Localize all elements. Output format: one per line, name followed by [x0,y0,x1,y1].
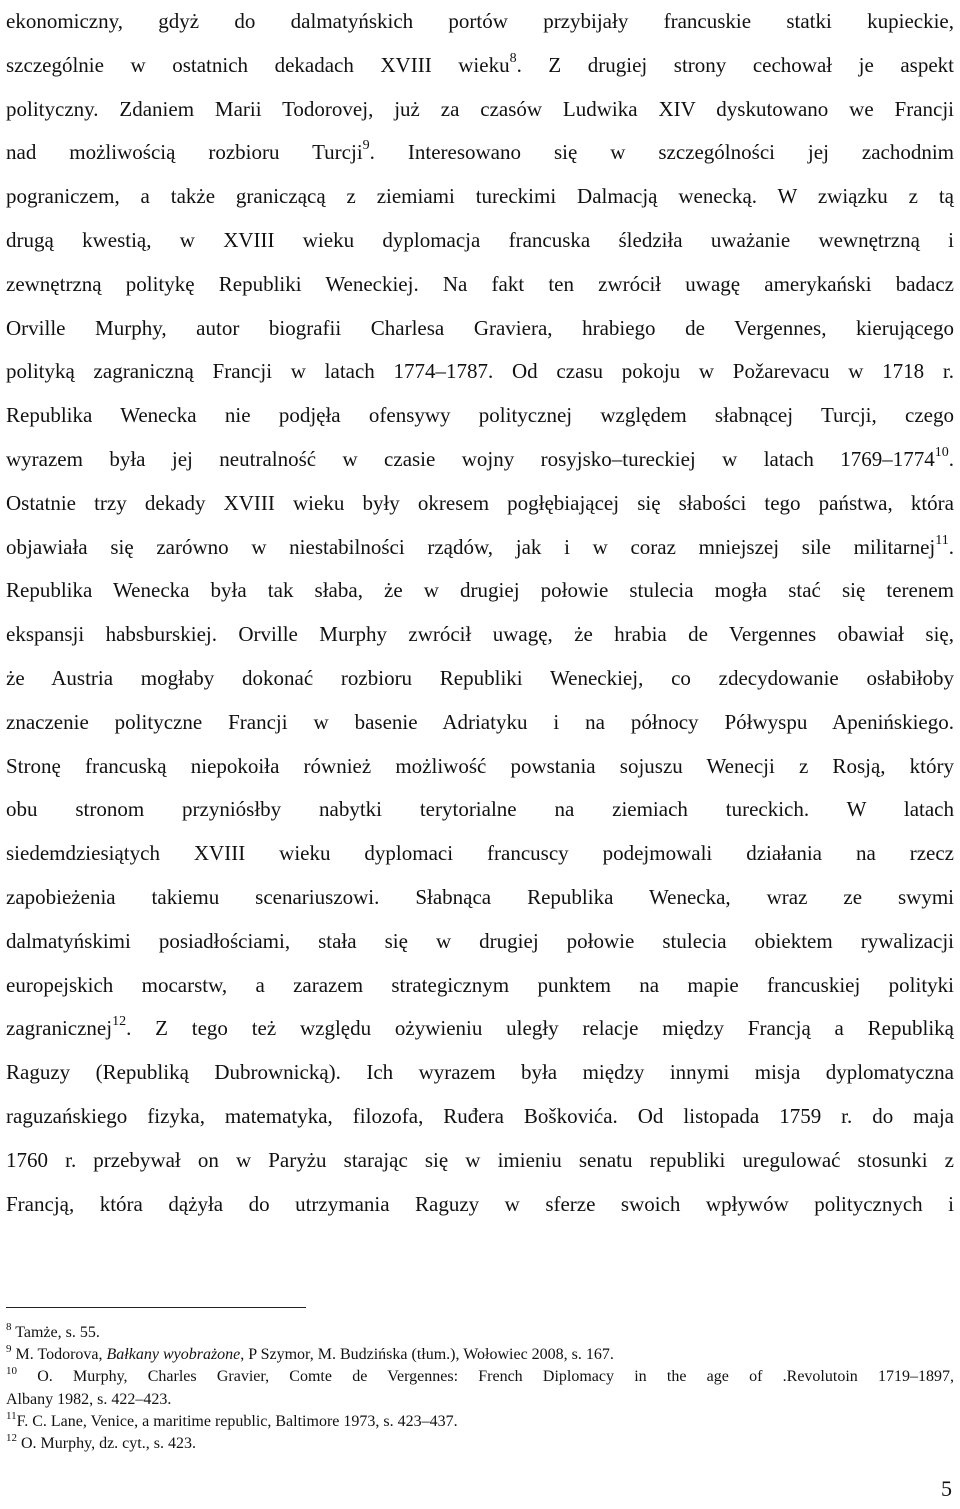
text-line: Orville Murphy, autor biografii Charlesa Graviera, hrabiego de Vergennes, kierującego [6,315,954,340]
footnote-number: 12 [6,1432,17,1445]
text-line: że Austria mogłaby dokonać rozbioru Republiki Weneckiej, co zdecydowanie osłabiłoby [6,665,954,690]
book-title: Bałkany wyobrażone [106,1346,241,1364]
footnote-continuation: Albany 1982, s. 422–423. [6,1390,172,1408]
text-line: Raguzy (Republiką Dubrownicką). Ich wyrazem była między innymi misja dyplomatyczna [6,1060,954,1085]
footnote: $^{11}$F. C. Lane, Venice, a maritime republic, Baltimore 1973, s. 423–437. [6,1409,458,1430]
footnote-separator [6,1307,306,1308]
text-line: polityką zagraniczną Francji w latach 1774–1787. Od czasu pokoju w Požarevacu w 1718 r. [6,359,954,384]
text-line: dalmatyńskimi posiadłościami, stała się w drugiej połowie stulecia obiektem rywalizacji [6,928,954,953]
text-line: siedemdziesiątych XVIII wieku dyplomaci francuscy podejmowali działania na rzecz [6,841,954,866]
text-line: 1760 r. przebywał on w Paryżu starając się w imieniu senatu republiki uregulować stosunki z [6,1147,954,1172]
text-line: objawiała się zarówno w niestabilności rządów, jak i w coraz mniejszej sile militarnej$^{11}$. [6,532,954,559]
text-line: pograniczem, a także graniczącą z ziemiami tureckimi Dalmacją wenecką. W związku z tą [6,184,954,209]
text-line: obu stronom przyniósłby nabytki terytorialne na ziemiach tureckich. W latach [6,797,954,822]
footnote-number: 9 [6,1343,12,1356]
footnote-ref[interactable]: 8 [509,50,517,66]
footnote: $^8$ Tamże, s. 55. [6,1321,100,1341]
text-line: zagranicznej$^{12}$. Z tego też względu ożywieniu uległy relacje między Francją a Republiką [6,1014,954,1041]
text-line: ekonomiczny, gdyż do dalmatyńskich portów przybijały francuskie statki kupieckie, [6,9,954,33]
text-line: raguzańskiego fizyka, matematyka, filozofa, Ruđera Boškovića. Od listopada 1759 r. do maja [6,1103,954,1128]
text-line: wyrazem była jej neutralność w czasie wojny rosyjsko–tureckiej w latach 1769–1774$^{10}$. [6,444,954,471]
text-line: ekspansji habsburskiej. Orville Murphy zwrócił uwagę, że hrabia de Vergennes obawiał się, [6,622,954,647]
footnote-number: 8 [6,1321,12,1333]
text-line: polityczny. Zdaniem Marii Todorovej, już za czasów Ludwika XIV dyskutowano we Francji [6,96,954,121]
page-number: 5 [941,1476,952,1501]
footnote: $^{12}$ O. Murphy, dz. cyt., s. 423. [6,1432,196,1453]
footnote-ref[interactable]: 11 [935,532,949,548]
footnote-ref[interactable]: 9 [362,138,370,154]
footnote-number: 11 [6,1409,17,1422]
text-line: zewnętrzną politykę Republiki Weneckiej. Na fakt ten zwrócił uwagę amerykański badacz [6,271,954,296]
footnote-number: 10 [6,1365,17,1378]
footnote-ref[interactable]: 10 [934,444,949,460]
text-line: drugą kwestią, w XVIII wieku dyplomacja francuska śledziła uważanie wewnętrzną i [6,227,954,252]
text-line: Ostatnie trzy dekady XVIII wieku były okresem pogłębiającej się słabości tego państwa, która [6,490,954,515]
footnote: $^{10}$ O. Murphy, Charles Gravier, Comte de Vergennes: French Diplomacy in the age of .Revolutoin 1719–1897, [6,1365,954,1386]
text-line: europejskich mocarstw, a zarazem strategicznym punktem na mapie francuskiej polityki [6,972,954,997]
text-line: Francją, która dążyła do utrzymania Raguzy w sferze swoich wpływów politycznych i [6,1191,954,1216]
text-line: Republika Wenecka nie podjęła ofensywy politycznej względem słabnącej Turcji, czego [6,403,954,428]
text-line: znaczenie polityczne Francji w basenie Adriatyku i na północy Półwyspu Apenińskiego. [6,709,954,734]
footnote: $^9$ M. Todorova, Bałkany wyobrażone, P Szymor, M. Budzińska (tłum.), Wołowiec 2008, s. 167. [6,1343,614,1364]
text-line: nad możliwością rozbioru Turcji$^9$. Interesowano się w szczególności jej zachodnim [6,138,955,165]
text-line: Republika Wenecka była tak słaba, że w drugiej połowie stulecia mogła stać się terenem [6,578,954,603]
body-text [6,0,954,1226]
text-line: zapobieżenia takiemu scenariuszowi. Słabnąca Republika Wenecka, wraz ze swymi [6,884,954,909]
footnotes [6,1322,954,1455]
footnote-ref[interactable]: 12 [112,1014,127,1030]
text-line: szczególnie w ostatnich dekadach XVIII wieku$^8$. Z drugiej strony cechował je aspekt [6,50,954,77]
text-line: Stronę francuską niepokoiła również możliwość powstania sojuszu Wenecji z Rosją, który [6,753,954,778]
